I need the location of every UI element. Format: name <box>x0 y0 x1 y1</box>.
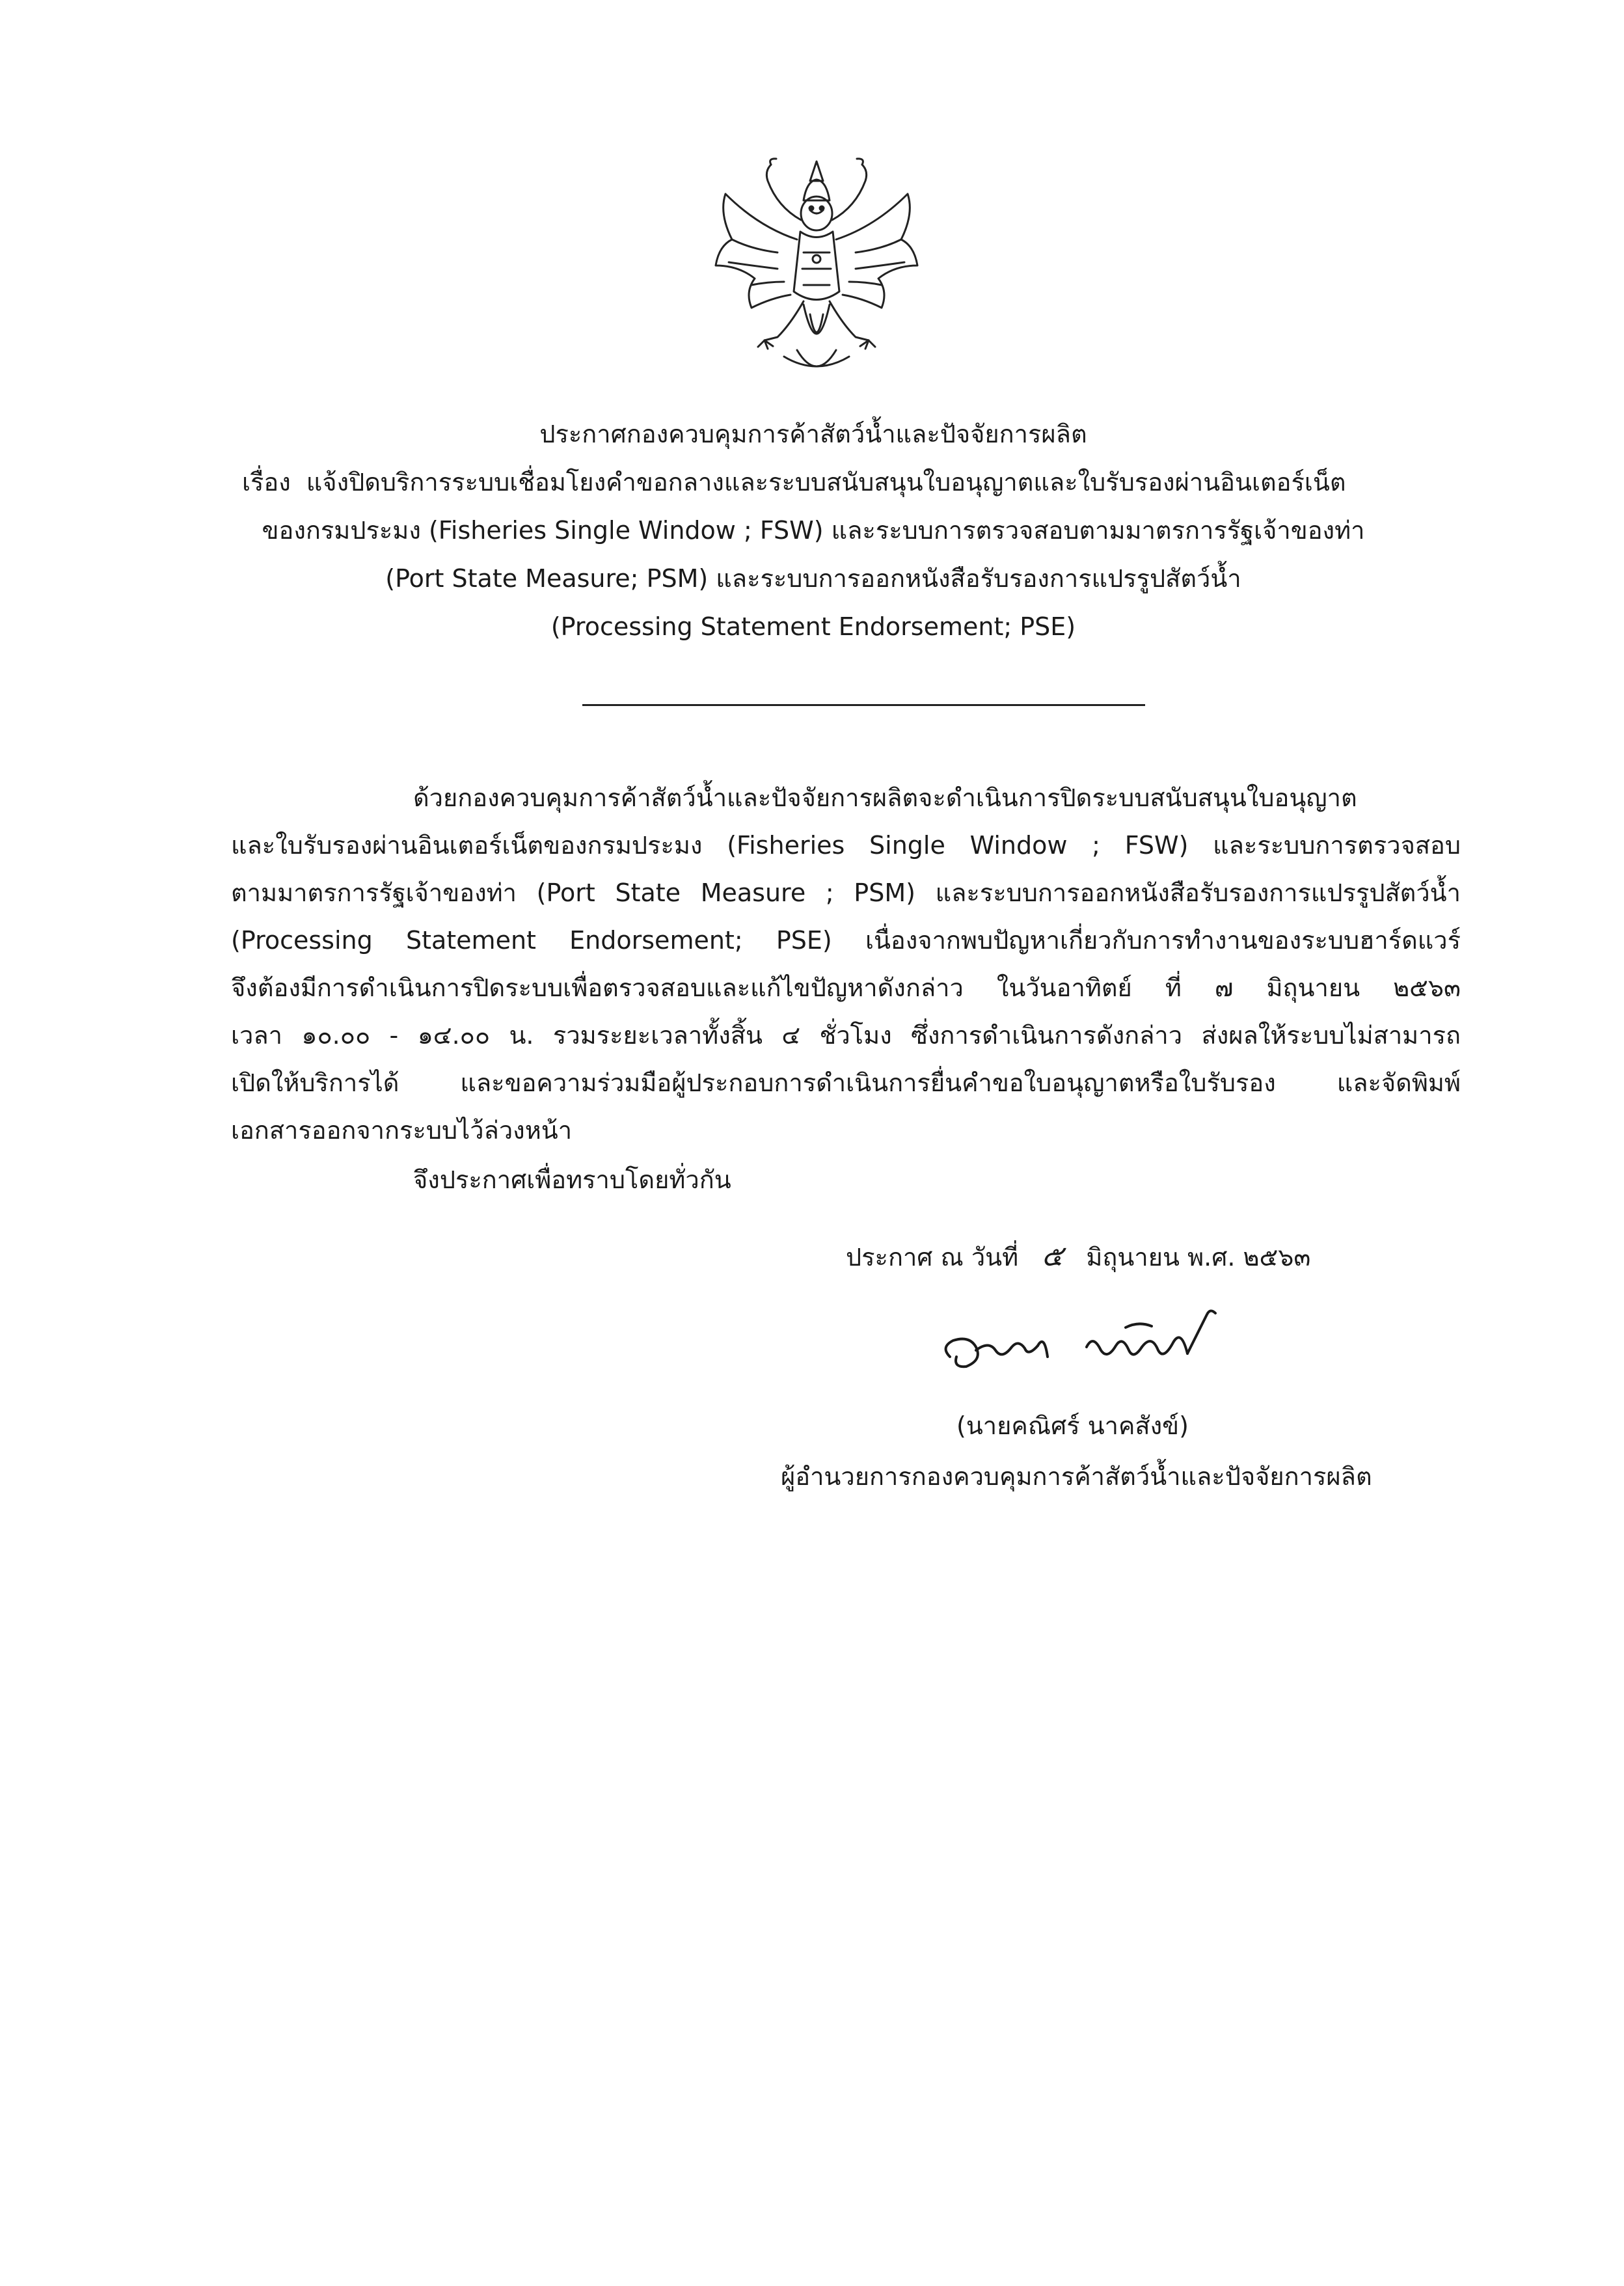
body-line: เปิดให้บริการได้ และขอความร่วมมือผู้ประกอบการดำเนินการยื่นคำขอใบอนุญาตหรือใบรับรอง และจัดพิมพ์ <box>231 1068 1461 1097</box>
subject-text-1: แจ้งปิดบริการระบบเชื่อมโยงคำขอกลางและระบบสนับสนุนใบอนุญาตและใบรับรองผ่านอินเตอร์เน็ต <box>306 468 1346 497</box>
garuda-emblem-icon <box>706 155 927 389</box>
body-line: และใบรับรองผ่านอินเตอร์เน็ตของกรมประมง (Fisheries Single Window ; FSW) และระบบการตรวจสอบ <box>231 831 1461 860</box>
announcement-heading: ประกาศกองควบคุมการค้าสัตว์น้ำและปัจจัยการผลิต <box>539 420 1087 448</box>
signer-title: ผู้อำนวยการกองควบคุมการค้าสัตว์น้ำและปัจจัยการผลิต <box>781 1462 1372 1491</box>
signer-name: (นายคณิศร์ นาคสังข์) <box>956 1411 1189 1440</box>
body-line: ตามมาตรการรัฐเจ้าของท่า (Port State Measure ; PSM) และระบบการออกหนังสือรับรองการแปรรูปสัตว์น้ำ <box>231 878 1461 907</box>
title-divider <box>582 704 1145 706</box>
closing-statement: จึงประกาศเพื่อทราบโดยทั่วกัน <box>413 1165 731 1194</box>
subject-line-2: ของกรมประมง (Fisheries Single Window ; FSW) และระบบการตรวจสอบตามมาตรการรัฐเจ้าของท่า <box>262 516 1365 545</box>
announcement-date <box>846 1233 1310 1279</box>
announcement-title <box>195 410 1431 651</box>
announcement-body <box>231 774 1461 1154</box>
body-line: ด้วยกองควบคุมการค้าสัตว์น้ำและปัจจัยการผลิตจะดำเนินการปิดระบบสนับสนุนใบอนุญาต <box>413 783 1357 812</box>
handwritten-signature <box>930 1295 1243 1393</box>
body-line: จึงต้องมีการดำเนินการปิดระบบเพื่อตรวจสอบและแก้ไขปัญหาดังกล่าว ในวันอาทิตย์ ที่ ๗ มิถุนายน ๒๕๖๓ <box>231 973 1461 1002</box>
body-line: เวลา ๑๐.๐๐ - ๑๔.๐๐ น. รวมระยะเวลาทั้งสิ้น ๔ ชั่วโมง ซึ่งการดำเนินการดังกล่าว ส่งผลให้ระบบไม่สามารถ <box>231 1021 1461 1050</box>
date-prefix: ประกาศ ณ วันที่ <box>846 1243 1019 1272</box>
date-suffix: มิถุนายน พ.ศ. ๒๕๖๓ <box>1086 1243 1311 1272</box>
date-day: ๕ <box>1041 1240 1063 1273</box>
subject-line-3: (Port State Measure; PSM) และระบบการออกหนังสือรับรองการแปรรูปสัตว์น้ำ <box>385 564 1241 593</box>
subject-line-4: (Processing Statement Endorsement; PSE) <box>550 612 1076 641</box>
subject-label: เรื่อง <box>242 468 291 497</box>
subject-line-1 <box>195 458 1431 506</box>
body-line: เอกสารออกจากระบบไว้ล่วงหน้า <box>231 1116 573 1145</box>
body-line: (Processing Statement Endorsement; PSE) เนื่องจากพบปัญหาเกี่ยวกับการทำงานของระบบฮาร์ดแวร์ <box>231 926 1461 955</box>
